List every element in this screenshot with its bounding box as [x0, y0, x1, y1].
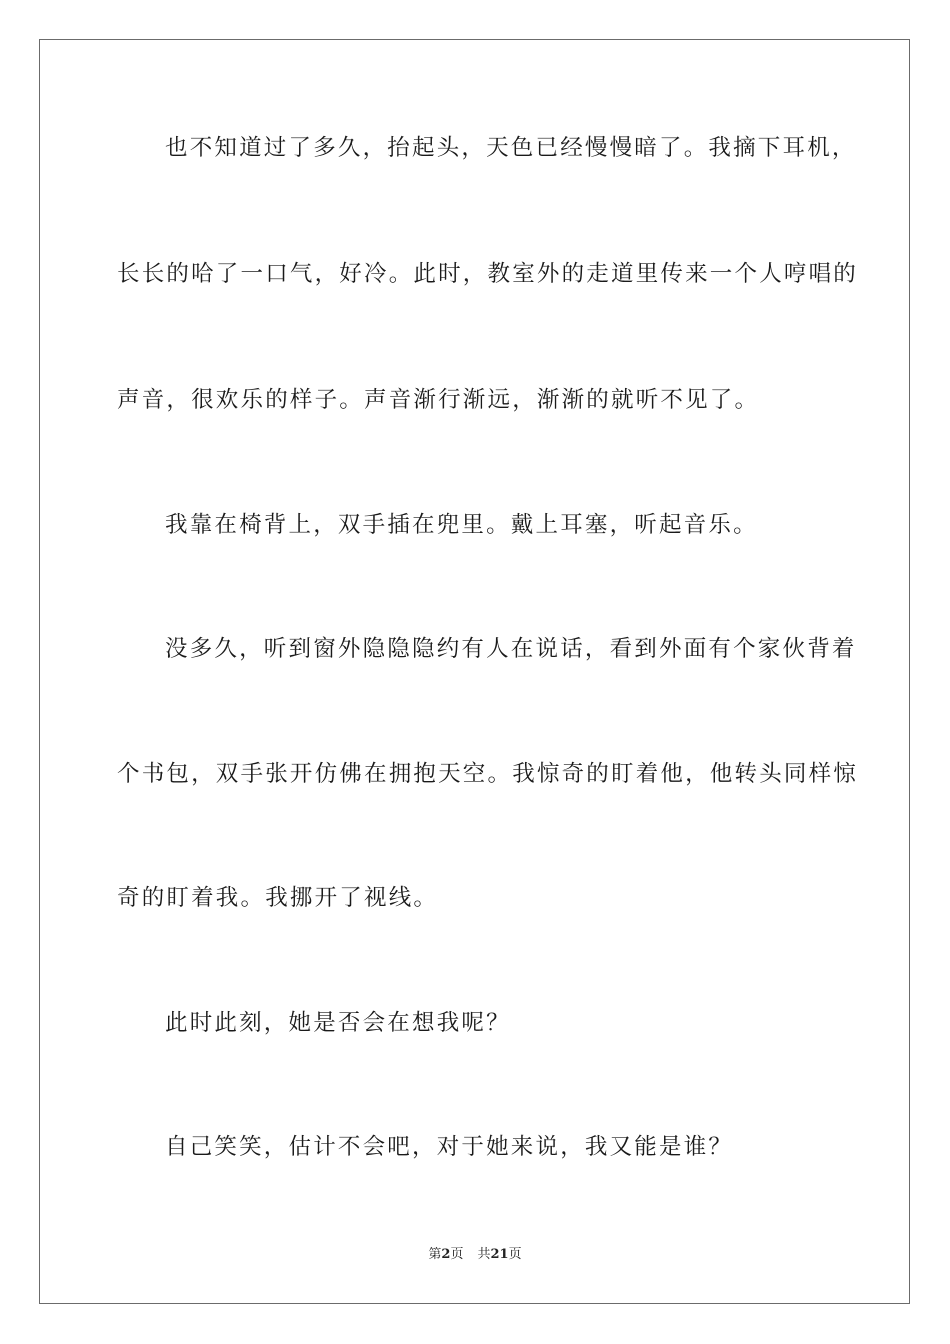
page-suffix: 页 [450, 1247, 464, 1262]
page-prefix: 第 [428, 1247, 442, 1262]
paragraph-1-line-1: 也不知道过了多久，抬起头，天色已经慢慢暗了。我摘下耳机， [165, 135, 857, 161]
paragraph-2-line-1: 我靠在椅背上，双手插在兜里。戴上耳塞，听起音乐。 [165, 512, 758, 538]
page-footer [0, 1246, 950, 1264]
paragraph-1-line-2: 长长的哈了一口气，好冷。此时，教室外的走道里传来一个人哼唱的 [117, 261, 859, 287]
paragraph-5-line-1: 自己笑笑，估计不会吧，对于她来说，我又能是谁？ [165, 1134, 734, 1160]
paragraph-4-line-1: 此时此刻，她是否会在想我呢？ [165, 1010, 511, 1036]
paragraph-3-line-2: 个书包，双手张开仿佛在拥抱天空。我惊奇的盯着他，他转头同样惊 [117, 761, 859, 787]
paragraph-3-line-1: 没多久，听到窗外隐隐隐约有人在说话，看到外面有个家伙背着 [165, 636, 857, 662]
total-suffix: 页 [508, 1247, 522, 1262]
page-frame [39, 39, 910, 1304]
paragraph-1-line-3: 声音，很欢乐的样子。声音渐行渐远，渐渐的就听不见了。 [117, 387, 760, 413]
total-pages: 21 [490, 1247, 509, 1262]
page-number: 2 [441, 1247, 451, 1262]
paragraph-3-line-3: 奇的盯着我。我挪开了视线。 [117, 885, 439, 911]
total-prefix: 共 [477, 1247, 491, 1262]
